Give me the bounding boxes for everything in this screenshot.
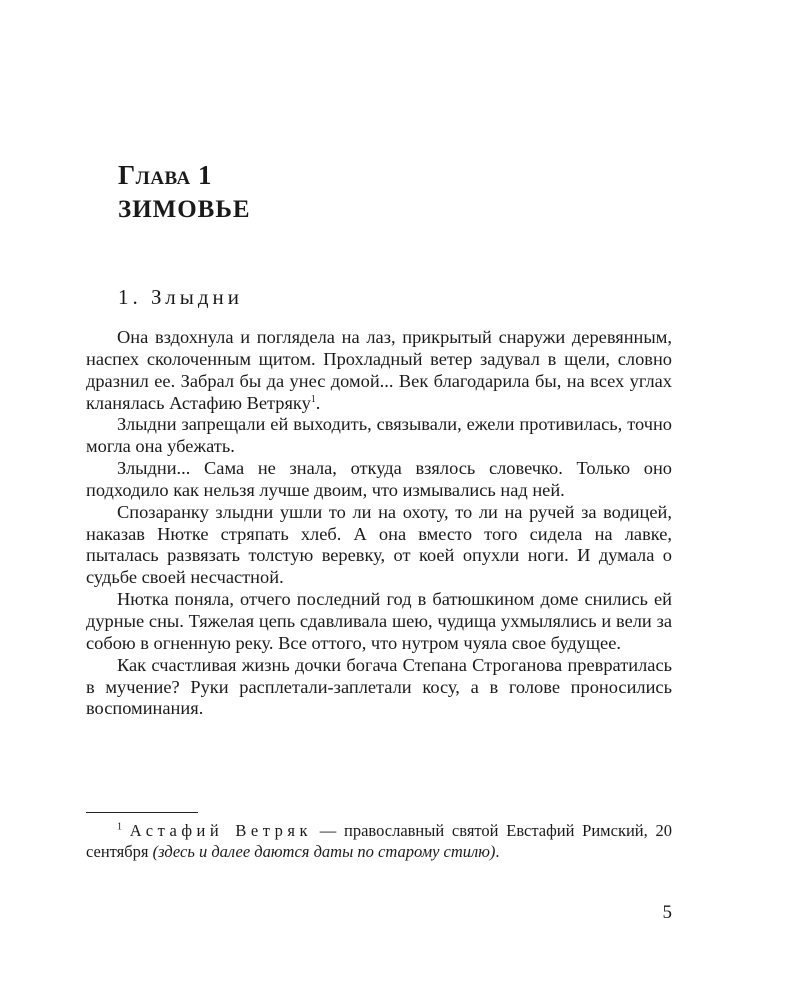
paragraph: Как счастливая жизнь дочки богача Степана Строганова превратилась в мучение? Руки расплетали-заплетали косу, а в голове проносились воспоминания. [86, 654, 672, 719]
footnote-divider [86, 812, 198, 813]
paragraph: Спозаранку злыдни ушли то ли на охоту, то ли на ручей за водицей, наказав Нютке стряпать хлеб. А она вместо того сидела на лавке, пыталась развязать толстую веревку, от коей опухли ноги. И думала о судьбе своей несчастной. [86, 501, 672, 588]
paragraph: Злыдни запрещали ей выходить, связывали, ежели противилась, точно могла она убежать. [86, 414, 672, 457]
paragraph-text: Она вздохнула и поглядела на лаз, прикрытый снаружи деревянным, наспех сколоченным щитом. Прохладный ветер задувал в щели, словно дразнил ее. Забрал бы да унес домой... Век благодарила бы, на всех углах кланялась Астафию Ветряку [86, 327, 672, 413]
footnote-reference: 1 [310, 393, 316, 405]
footnote-marker: 1 [117, 821, 122, 833]
paragraph [86, 327, 672, 414]
paragraph-end: . [315, 392, 321, 413]
footnote [86, 820, 672, 862]
footnote-italic-text: (здесь и далее даются даты по старому стилю) [152, 842, 496, 861]
chapter-title: ЗИМОВЬЕ [118, 196, 251, 223]
section-heading: 1. Злыдни [118, 285, 243, 309]
footnote-name: Астафий Ветряк [129, 821, 313, 840]
paragraph: Злыдни... Сама не знала, откуда взялось словечко. Только оно подходило как нельзя лучше двоим, что измывались над ней. [86, 458, 672, 500]
footnote-text: православный святой Евстафий Римский, 20 сентября [86, 821, 672, 861]
footnote-end: . [495, 842, 500, 861]
footnote-dash: — [312, 821, 345, 840]
page-number: 5 [662, 902, 672, 923]
chapter-label: Глава 1 [118, 160, 213, 190]
body-text [86, 327, 672, 720]
paragraph: Нютка поняла, отчего последний год в батюшкином доме снились ей дурные сны. Тяжелая цепь сдавливала шею, чудища ухмылялись и вели за собою в огненную реку. Все оттого, что нутром чуяла свое будущее. [86, 589, 672, 653]
